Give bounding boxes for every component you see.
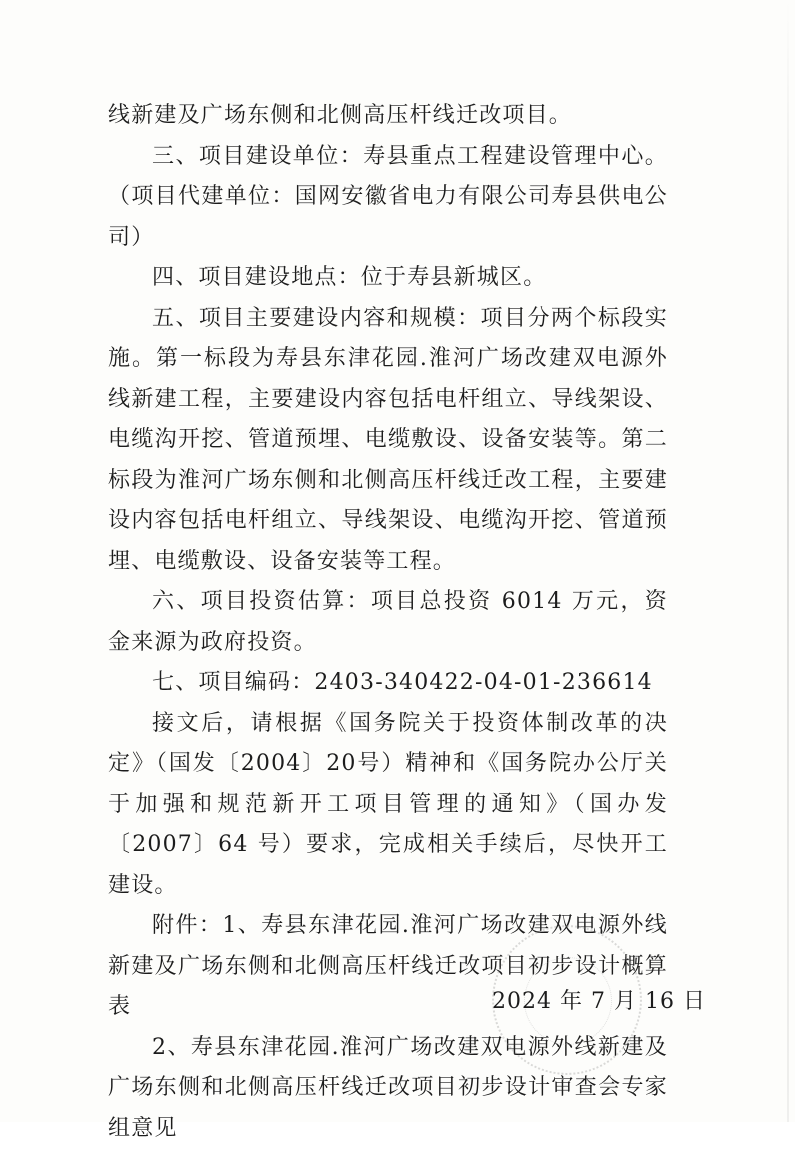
paragraph-attachment-2: 2、寿县东津花园.淮河广场改建双电源外线新建及广场东侧和北侧高压杆线迁改项目初步设计审查会专家组意见 [108, 1028, 668, 1149]
paragraph-continuation: 线新建及广场东侧和北侧高压杆线迁改项目。 [108, 96, 668, 137]
paragraph-instructions: 接文后，请根据《国务院关于投资体制改革的决定》（国发〔2004〕20号）精神和《国务院办公厅关于加强和规范新开工项目管理的通知》（国办发〔2007〕64 号）要求，完成相关手续后，尽快开工建设。 [108, 704, 668, 907]
paragraph-construction-unit: 三、项目建设单位：寿县重点工程建设管理中心。（项目代建单位：国网安徽省电力有限公司寿县供电公司） [108, 137, 668, 259]
scan-edge-line [787, 0, 789, 1122]
paragraph-construction-site: 四、项目建设地点：位于寿县新城区。 [108, 258, 668, 299]
paragraph-investment: 六、项目投资估算：项目总投资 6014 万元，资金来源为政府投资。 [108, 582, 668, 663]
paragraph-attachment-1: 附件：1、寿县东津花园.淮河广场改建双电源外线新建及广场东侧和北侧高压杆线迁改项目初步设计概算表 [108, 906, 668, 1028]
paragraph-scope: 五、项目主要建设内容和规模：项目分两个标段实施。第一标段为寿县东津花园.淮河广场改建双电源外线新建工程，主要建设内容包括电杆组立、导线架设、电缆沟开挖、管道预埋、电缆敷设、设备安装等。第二标段为淮河广场东侧和北侧高压杆线迁改工程，主要建设内容包括电杆组立、导线架设、电缆沟开挖、管道预埋、电缆敷设、设备安装等工程。 [108, 299, 668, 583]
paragraph-project-code: 七、项目编码：2403-340422-04-01-236614 [108, 663, 668, 704]
document-date: 2024 年 7 月 16 日 [492, 982, 706, 1022]
